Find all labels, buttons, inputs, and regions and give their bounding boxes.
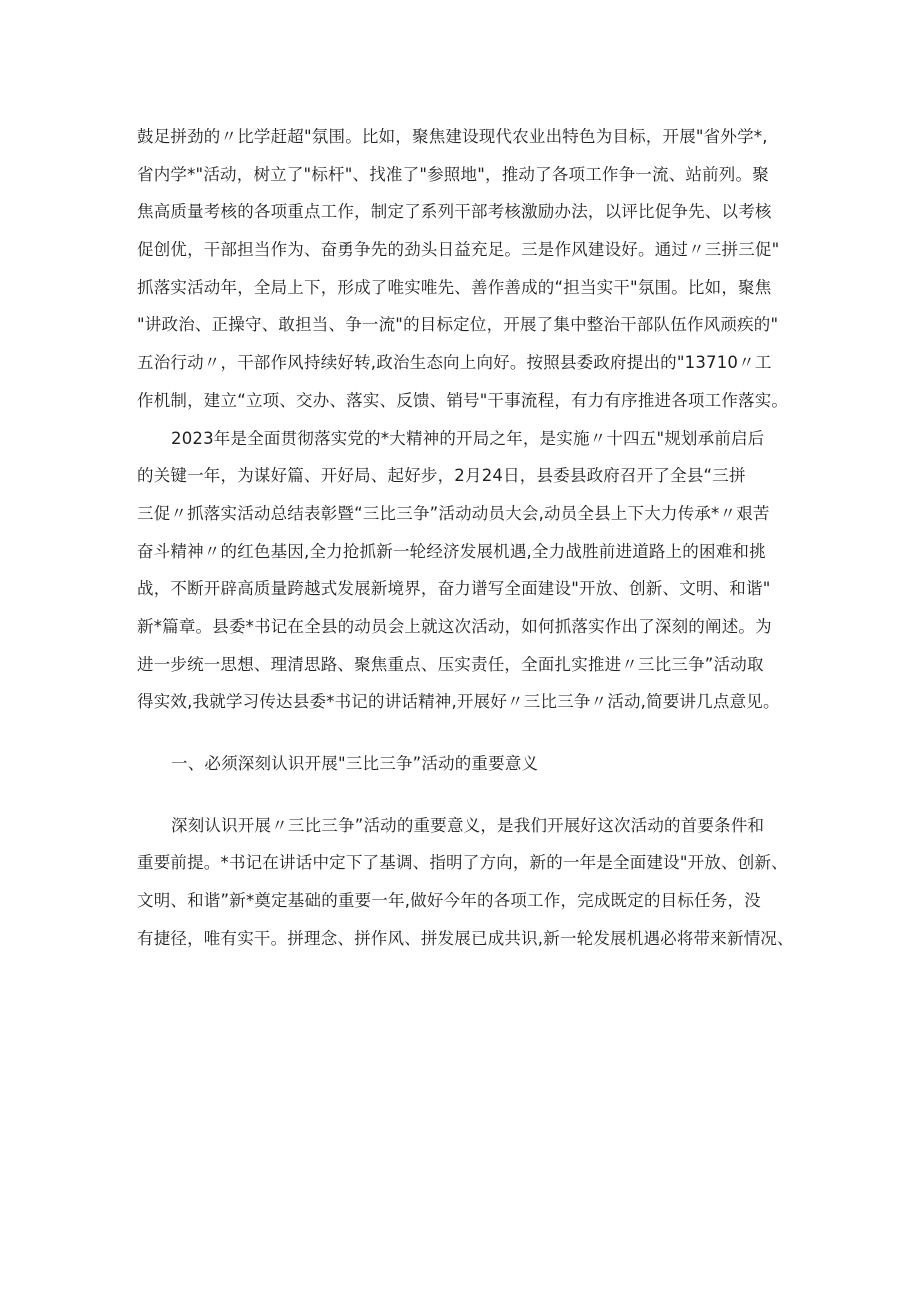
paragraph-2 (137, 420, 797, 722)
text-line: 作机制，建立“立项、交办、落实、反馈、销号"干事流程，有力有序推进各项工作落实。 (137, 390, 789, 410)
text-line: 文明、和谐”新*奠定基础的重要一年,做好今年的各项工作，完成既定的目标任务，没 (137, 891, 761, 911)
text-line: 进一步统一思想、理清思路、聚焦重点、压实责任，全面扎实推进〃三比三争”活动取 (137, 654, 764, 674)
paragraph-3 (137, 807, 797, 958)
text-line: 促创优，干部担当作为、奋勇争先的劲头日益充足。三是作风建设好。通过〃三拼三促" (137, 240, 780, 260)
text-line: 省内学*"活动，树立了"标杆"、找准了"参照地"，推动了各项工作争一流、站前列。聚 (137, 164, 769, 184)
text-line: 2023年是全面贯彻落实党的*大精神的开局之年，是实施〃十四五"规划承前启后 (171, 428, 765, 448)
section-heading: 一、必须深刻认识开展"三比三争”活动的重要意义 (171, 754, 539, 773)
document-body (137, 118, 797, 957)
text-line: 战，不断开辟高质量跨越式发展新境界，奋力谱写全面建设"开放、创新、文明、和谐" (137, 579, 771, 599)
text-line: 抓落实活动年，全局上下，形成了唯实唯先、善作善成的“担当实干"氛围。比如，聚焦 (137, 277, 772, 297)
text-line: 新*篇章。县委*书记在全县的动员会上就这次活动，如何抓落实作出了深刻的阐述。为 (137, 616, 772, 636)
section-gap (137, 721, 797, 745)
text-line: 得实效,我就学习传达县委*书记的讲话精神,开展好〃三比三争〃活动,简要讲几点意见。 (137, 692, 780, 712)
section-gap (137, 783, 797, 807)
text-line: "讲政治、正操守、敢担当、争一流"的目标定位，开展了集中整治干部队伍作风顽疾的" (137, 315, 779, 335)
text-line: 奋斗精神〃的红色基因,全力抢抓新一轮经济发展机遇,全力战胜前进道路上的困难和挑 (137, 541, 766, 561)
text-line: 有捷径，唯有实干。拼理念、拼作风、拼发展已成共识,新一轮发展机遇必将带来新情况、 (137, 928, 794, 948)
text-line: 鼓足拼劲的〃比学赶超"氛围。比如，聚焦建设现代农业出特色为目标，开展"省外学*, (137, 127, 768, 146)
text-line: 深刻认识开展〃三比三争”活动的重要意义，是我们开展好这次活动的首要条件和 (171, 815, 765, 835)
text-line: 的关键一年，为谋好篇、开好局、起好步，2月24日，县委县政府召开了全县“三拼 (137, 466, 746, 486)
paragraph-1 (137, 118, 797, 420)
text-line: 三促〃抓落实活动总结表彰暨“三比三争”活动动员大会,动员全县上下大力传承*〃艰苦 (137, 503, 770, 523)
text-line: 重要前提。*书记在讲话中定下了基调、指明了方向，新的一年是全面建设"开放、创新、 (137, 853, 788, 873)
text-line: 五治行动〃，干部作风持续好转,政治生态向上向好。按照县委政府提出的"13710〃工 (137, 353, 772, 373)
text-line: 焦高质量考核的各项重点工作，制定了系列干部考核激励办法，以评比促争先、以考核 (137, 202, 772, 222)
